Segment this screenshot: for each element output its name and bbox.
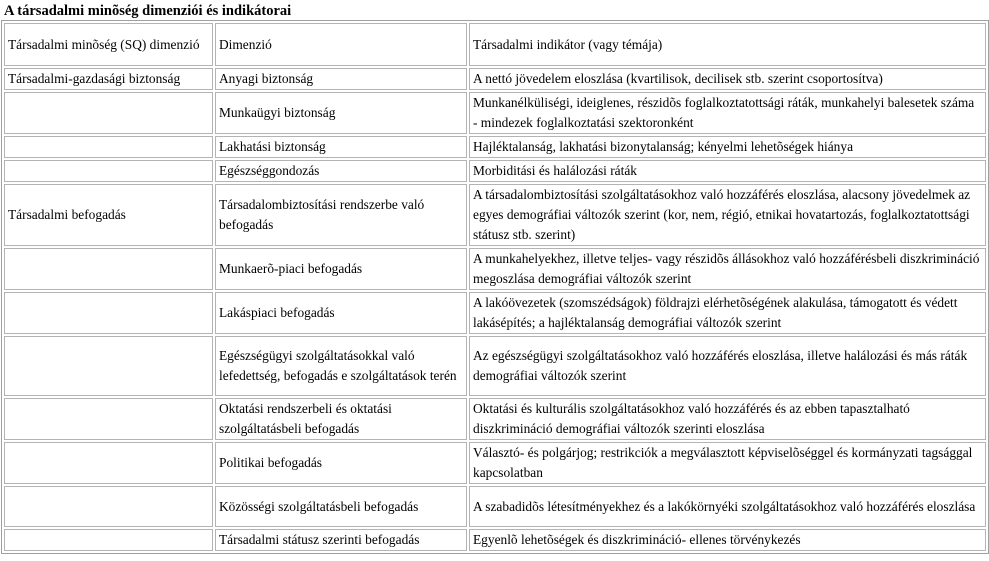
cell-dimension: Lakáspiaci befogadás	[215, 292, 467, 334]
cell-sq-dimension	[4, 92, 213, 134]
cell-indicator: Egyenlõ lehetõségek és diszkrimináció- ellenes törvénykezés	[469, 529, 986, 551]
cell-indicator: Hajléktalanság, lakhatási bizonytalanság; kényelmi lehetõségek hiánya	[469, 136, 986, 158]
cell-sq-dimension: Társadalmi befogadás	[4, 184, 213, 246]
cell-sq-dimension	[4, 529, 213, 551]
cell-indicator: A munkahelyekhez, illetve teljes- vagy részidõs állásokhoz való hozzáférésbeli diszkrimináció megoszlása demográfiai változók szerint	[469, 248, 986, 290]
table-caption: A társadalmi minõség dimenziói és indikátorai	[4, 3, 292, 19]
cell-dimension: Egészségügyi szolgáltatásokkal való lefedettség, befogadás e szolgáltatások terén	[215, 336, 467, 396]
cell-indicator: A társadalombiztosítási szolgáltatásokhoz való hozzáférés eloszlása, alacsony jövedelmek az egyes demográfiai változók szerint (kor, nem, régió, etnikai hovatartozás, foglalkoztatottsági státusz stb. szerint)	[469, 184, 986, 246]
cell-indicator: A nettó jövedelem eloszlása (kvartilisok, decilisek stb. szerint csoportosítva)	[469, 68, 986, 90]
table-row	[4, 442, 986, 484]
cell-sq-dimension	[4, 442, 213, 484]
cell-dimension: Politikai befogadás	[215, 442, 467, 484]
cell-dimension: Társadalmi státusz szerinti befogadás	[215, 529, 467, 551]
table-row	[4, 486, 986, 527]
sq-indicator-table	[1, 20, 989, 554]
cell-dimension: Társadalombiztosítási rendszerbe való befogadás	[215, 184, 467, 246]
table-row	[4, 398, 986, 440]
table-body	[4, 23, 986, 551]
cell-indicator: Választó- és polgárjog; restrikciók a megválasztott képviselõséggel és kormányzati tagsággal kapcsolatban	[469, 442, 986, 484]
cell-sq-dimension	[4, 486, 213, 527]
cell-dimension: Munkaügyi biztonság	[215, 92, 467, 134]
table-row	[4, 248, 986, 290]
cell-sq-dimension	[4, 160, 213, 182]
cell-indicator: Oktatási és kulturális szolgáltatásokhoz való hozzáférés és az ebben tapasztalható diszkrimináció demográfiai változók szerinti eloszlása	[469, 398, 986, 440]
header-cell-dimension: Dimenzió	[215, 23, 467, 66]
cell-indicator: A lakóövezetek (szomszédságok) földrajzi elérhetõségének alakulása, támogatott és védett lakásépítés; a hajléktalanság demográfiai változók szerint	[469, 292, 986, 334]
cell-sq-dimension	[4, 136, 213, 158]
table-row	[4, 292, 986, 334]
cell-dimension: Oktatási rendszerbeli és oktatási szolgáltatásbeli befogadás	[215, 398, 467, 440]
cell-dimension: Lakhatási biztonság	[215, 136, 467, 158]
table-row	[4, 529, 986, 551]
table-row	[4, 184, 986, 246]
header-cell-sq-dimension: Társadalmi minõség (SQ) dimenzió	[4, 23, 213, 66]
cell-sq-dimension	[4, 292, 213, 334]
table-row	[4, 336, 986, 396]
header-cell-indicator: Társadalmi indikátor (vagy témája)	[469, 23, 986, 66]
table-row	[4, 92, 986, 134]
cell-indicator: A szabadidõs létesítményekhez és a lakókörnyéki szolgáltatásokhoz való hozzáférés eloszlása	[469, 486, 986, 527]
cell-indicator: Morbiditási és halálozási ráták	[469, 160, 986, 182]
cell-dimension: Munkaerõ-piaci befogadás	[215, 248, 467, 290]
cell-sq-dimension	[4, 336, 213, 396]
cell-dimension: Anyagi biztonság	[215, 68, 467, 90]
cell-sq-dimension	[4, 248, 213, 290]
cell-indicator: Munkanélküliségi, ideiglenes, részidõs foglalkoztatottsági ráták, munkahelyi balesetek száma - mindezek foglalkoztatási szektoronként	[469, 92, 986, 134]
table-header-row	[4, 23, 986, 66]
cell-sq-dimension: Társadalmi-gazdasági biztonság	[4, 68, 213, 90]
table-row	[4, 68, 986, 90]
cell-dimension: Közösségi szolgáltatásbeli befogadás	[215, 486, 467, 527]
cell-dimension: Egészséggondozás	[215, 160, 467, 182]
table-row	[4, 136, 986, 158]
cell-indicator: Az egészségügyi szolgáltatásokhoz való hozzáférés eloszlása, illetve halálozási és más ráták demográfiai változók szerint	[469, 336, 986, 396]
table-row	[4, 160, 986, 182]
cell-sq-dimension	[4, 398, 213, 440]
